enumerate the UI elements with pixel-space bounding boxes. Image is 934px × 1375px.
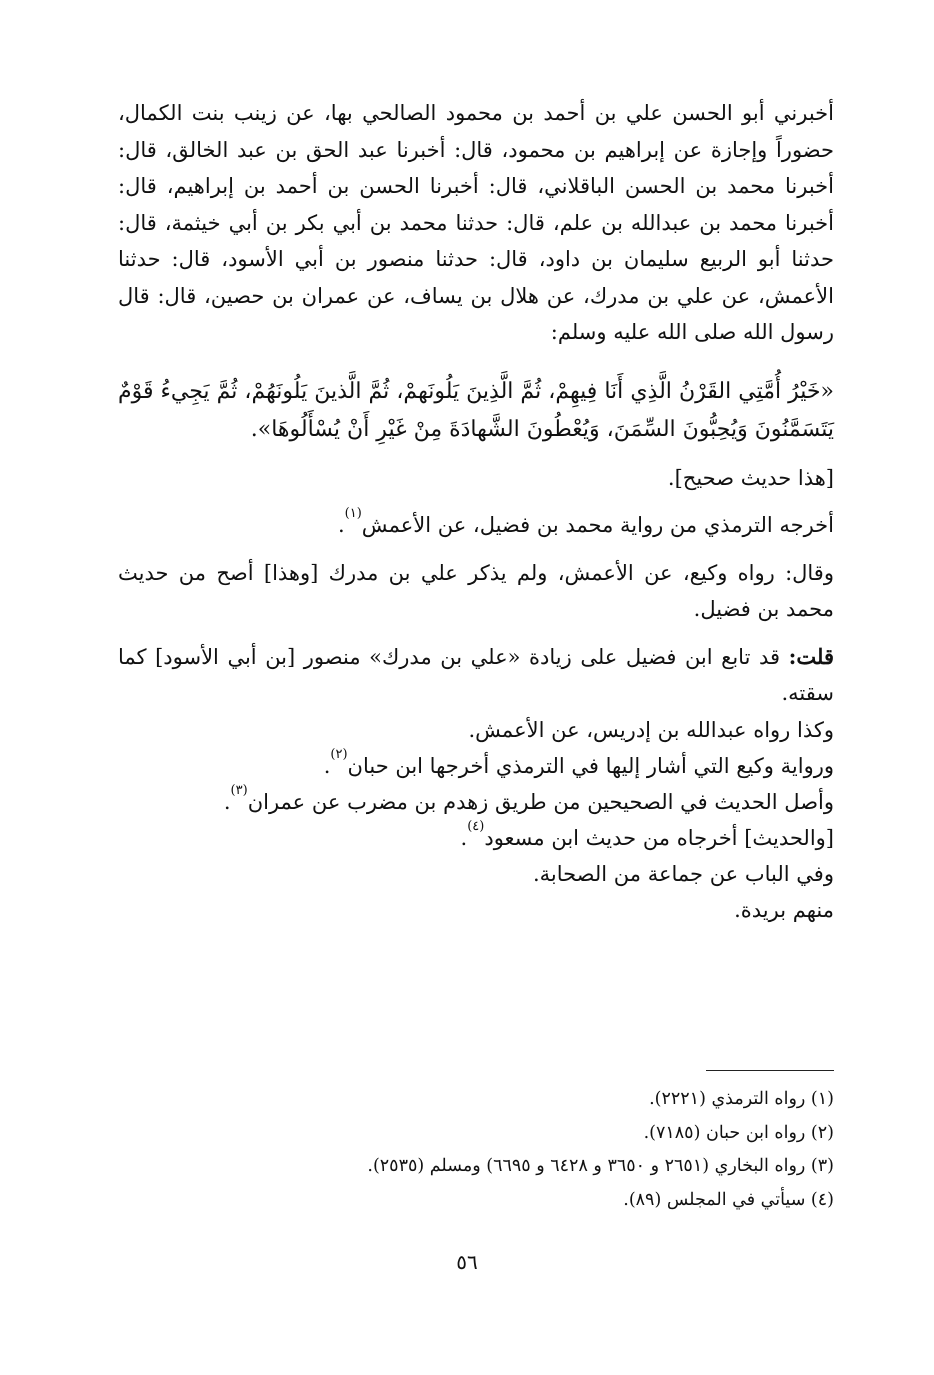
line-idris: وكذا رواه عبدالله بن إدريس، عن الأعمش. [468,717,834,742]
line-asl-text: وأصل الحديث في الصحيحين من طريق زهدم بن مضرب عن عمران [247,789,834,814]
main-text [118,95,834,928]
line-masud-text: [والحديث] أخرجاه من حديث ابن مسعود [484,825,834,850]
qultu-text: قد تابع ابن فضيل على زيادة «علي بن مدرك» منصور [بن أبي الأسود] كما سقته. [118,644,834,705]
footnote-4: (٤) سيأتي في المجلس (٨٩). [623,1189,834,1210]
takhrij-end: . [337,513,345,537]
hadith-text: «خَيْرُ أُمَّتِي القَرْنُ الَّذِي أَنَا فِيهِمْ، ثُمَّ الَّذِينَ يَلُونَهمْ، ثُمَّ الَّذينَ يَلُونَهُمْ، ثُمَّ يَجِيءُ قَوْمٌ يَتَسَمَّنُونَ وَيُحِبُّونَ السِّمَنَ، وَيُعْطُونَ الشَّهادَةَ مِنْ غَيْرِ أَنْ يُسْأَلُوهَا». [118,378,834,442]
grading-text: [هذا حديث صحيح]. [667,465,834,490]
line-bab: وفي الباب عن جماعة من الصحابة. [532,861,834,886]
footnote-2: (٢) رواه ابن حبان (٧١٨٥). [643,1122,834,1143]
line-burayda: منهم بريدة. [734,897,834,922]
takhrij-paragraph [118,507,834,544]
qultu-lead: قلت: [788,643,834,669]
line-waki-end: . [323,753,331,778]
takhrij-text: أخرجه الترمذي من رواية محمد بن فضيل، عن الأعمش [361,513,834,537]
footnote-ref-4: (٤) [467,818,485,834]
footnote-1: (١) رواه الترمذي (٢٢٢١). [649,1089,834,1109]
footnote-ref-1: (١) [344,506,362,521]
line-masud [118,820,834,856]
footnotes [118,1083,834,1217]
footnote-ref-2: (٢) [330,746,348,762]
page-number: ٥٦ [456,1250,478,1274]
line-masud-end: . [460,825,468,850]
line-asl-end: . [223,789,231,814]
footnote-3: (٣) رواه البخاري (٢٦٥١ و ٣٦٥٠ و ٦٤٢٨ و ٦٦٩٥) ومسلم (٢٥٣٥). [367,1156,834,1176]
isnad-paragraph: أخبرني أبو الحسن علي بن أحمد بن محمود الصالحي بها، عن زينب بنت الكمال، حضوراً وإجازة عن إبراهيم بن محمود، قال: أخبرنا عبد الحق بن عبد الخالق، قال: أخبرنا محمد بن الحسن الباقلاني، قال: أخبرنا الحسن بن أحمد بن إبراهيم، قال: أخبرنا محمد بن عبدالله بن علم، قال: حدثنا محمد بن أبي بكر بن أبي خيثمة، قال: حدثنا أبو الربيع سليمان بن داود، قال: حدثنا منصور بن أبي الأسود، قال: حدثنا الأعمش، عن علي بن مدرك، عن هلال بن يساف، عن عمران بن حصين، قال: قال رسول الله صلى الله عليه وسلم: [118,101,834,344]
line-waki-text: ورواية وكيع التي أشار إليها في الترمذي أخرجها ابن حبان [347,753,834,778]
footnote-ref-3: (٣) [230,782,248,798]
footnote-separator [706,1070,834,1071]
qala-paragraph: وقال: رواه وكيع، عن الأعمش، ولم يذكر علي بن مدرك [وهذا] أصح من حديث محمد بن فضيل. [118,560,834,621]
line-asl [118,784,834,820]
qultu-paragraph [118,639,834,712]
line-waki [118,748,834,784]
